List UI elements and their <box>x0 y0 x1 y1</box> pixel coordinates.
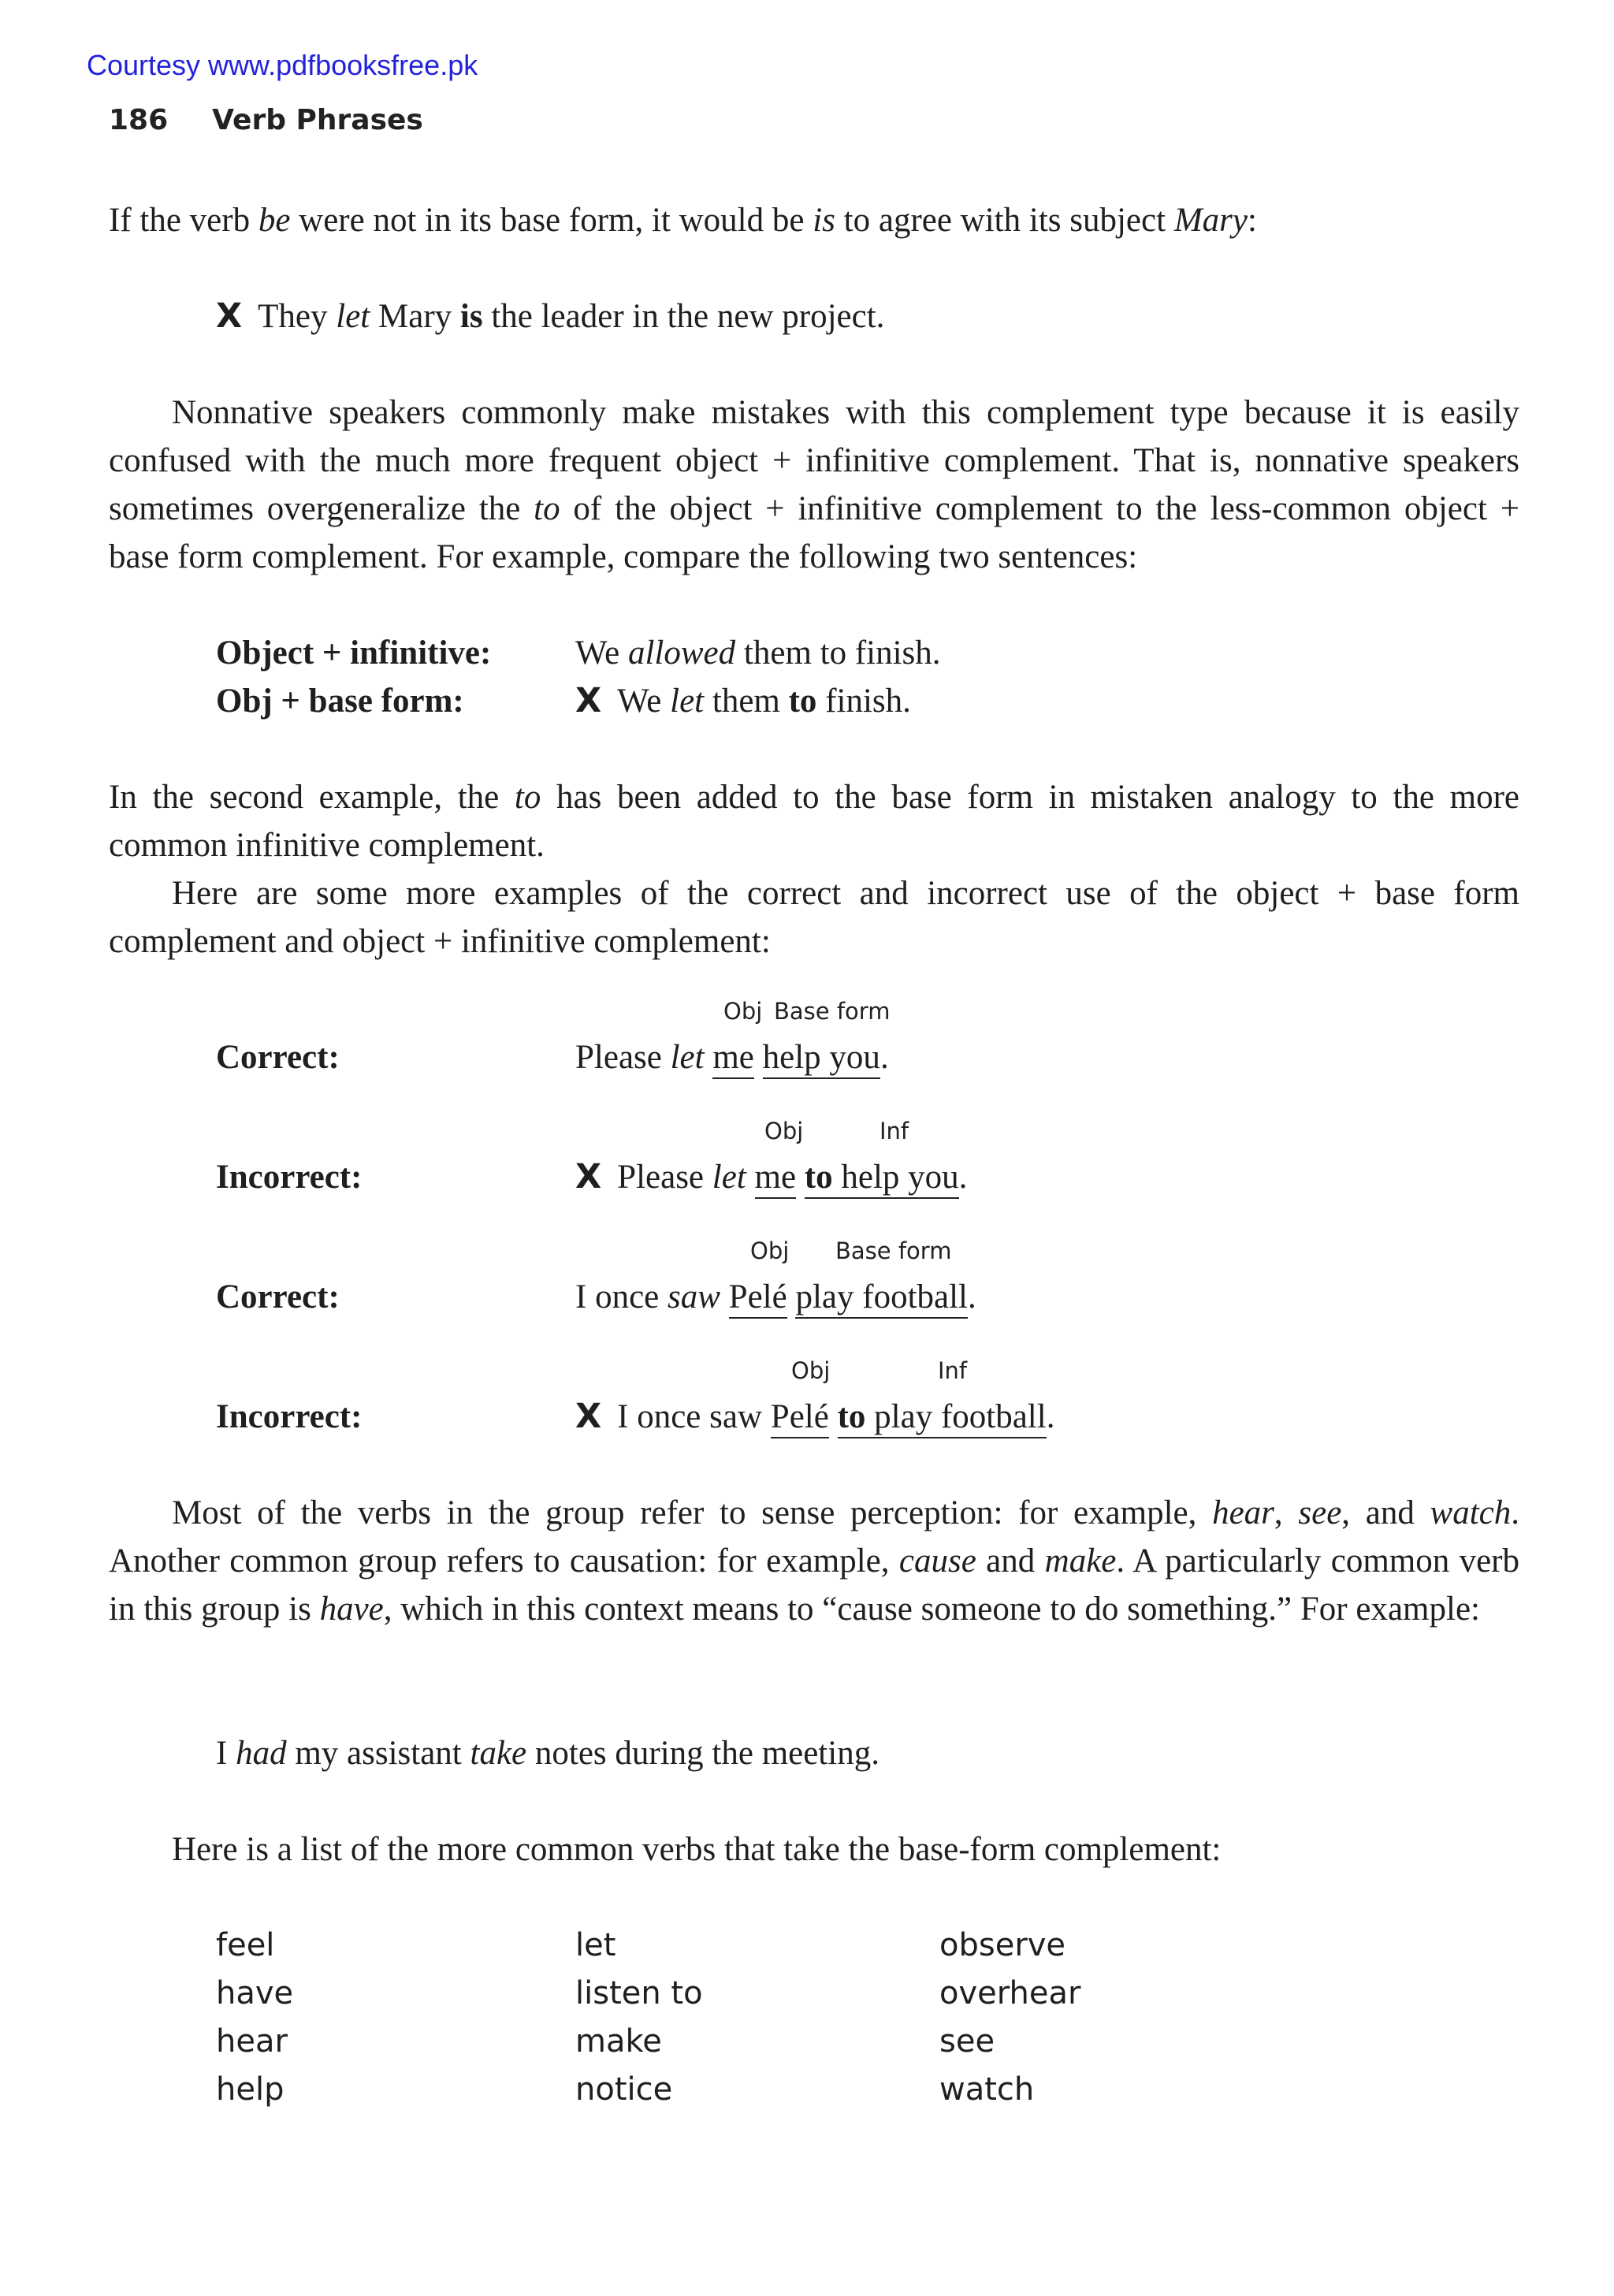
object-underline: me <box>712 1039 754 1079</box>
error-mark: X <box>575 1397 602 1436</box>
paragraph-5: Most of the verbs in the group refer to sense perception: for example, hear, see, and watch. Another common group refers to causation: for example, cause and make. A particularly common verb in this group is have, which in this context means to “cause someone to do something.” For example: <box>109 1494 1520 1628</box>
compare-label-1: Object + infinitive: <box>216 634 492 672</box>
list-item: overhear <box>939 1975 1081 2011</box>
base-form-underline: help you <box>763 1039 880 1079</box>
example-incorrect-2: X I once saw Pelé to play football. <box>575 1393 1054 1441</box>
paragraph-2: Nonnative speakers commonly make mistakes with this complement type because it is easily confused with the much more frequent object + infinitive complement. That is, nonnative speakers sometimes overgeneralize the to of the object + infinitive complement to the less-common object + base form complement. For example, compare the following two sentences: <box>109 394 1519 575</box>
page-number: 186 <box>109 104 169 136</box>
list-item: listen to <box>575 1975 703 2011</box>
list-item: watch <box>939 2071 1035 2108</box>
annotation-base-form: Base form <box>774 998 891 1025</box>
list-item: hear <box>216 2023 288 2060</box>
example-incorrect-is: X They let Mary is the leader in the new project. <box>216 296 885 336</box>
section-title: Verb Phrases <box>212 104 423 136</box>
error-mark: X <box>575 681 602 720</box>
error-mark: X <box>575 1157 602 1196</box>
error-mark: X <box>216 296 243 336</box>
example-correct-1: Please let me help you. <box>575 1033 889 1081</box>
list-item: observe <box>939 1927 1066 1963</box>
list-item: notice <box>575 2071 673 2108</box>
compare-sentence-2: X We let them to finish. <box>575 681 911 720</box>
annotation-obj: Obj <box>750 1237 790 1264</box>
list-item: let <box>575 1927 616 1963</box>
running-head <box>109 104 423 136</box>
example-label-correct: Correct: <box>216 1278 340 1315</box>
example-label-incorrect: Incorrect: <box>216 1159 363 1196</box>
list-item: have <box>216 1975 294 2011</box>
list-item: feel <box>216 1927 275 1963</box>
example-correct-2: I once saw Pelé play football. <box>575 1273 976 1321</box>
list-item: make <box>575 2023 662 2060</box>
annotation-inf: Inf <box>880 1118 909 1144</box>
paragraph-1: If the verb be were not in its base form, it would be is to agree with its subject Mary: <box>109 202 1257 239</box>
paragraph-4: Here are some more examples of the correct and incorrect use of the object + base form complement and object + infinitive complement: <box>109 875 1519 960</box>
list-item: help <box>216 2071 284 2108</box>
courtesy-link[interactable]: Courtesy www.pdfbooksfree.pk <box>87 49 478 81</box>
compare-sentence-1: We allowed them to finish. <box>575 634 941 672</box>
example-had-take: I had my assistant take notes during the meeting. <box>216 1735 880 1772</box>
compare-label-2: Obj + base form: <box>216 683 464 720</box>
list-item: see <box>939 2023 995 2060</box>
annotation-obj: Obj <box>723 998 763 1025</box>
object-underline: Pelé <box>729 1278 787 1319</box>
annotation-obj: Obj <box>791 1357 831 1384</box>
object-underline: me <box>755 1159 797 1199</box>
infinitive-underline: to play football <box>838 1398 1047 1438</box>
base-form-underline: play football <box>795 1278 968 1319</box>
example-incorrect-1: X Please let me to help you. <box>575 1153 967 1201</box>
annotation-base-form: Base form <box>835 1237 952 1264</box>
example-label-correct: Correct: <box>216 1039 340 1076</box>
annotation-obj: Obj <box>764 1118 804 1144</box>
annotation-inf: Inf <box>938 1357 968 1384</box>
infinitive-underline: to help you <box>805 1159 959 1199</box>
example-label-incorrect: Incorrect: <box>216 1398 363 1435</box>
paragraph-6: Here is a list of the more common verbs that take the base-form complement: <box>172 1831 1222 1868</box>
paragraph-3: In the second example, the to has been added to the base form in mistaken analogy to the more common infinitive complement. <box>109 779 1519 864</box>
object-underline: Pelé <box>771 1398 829 1438</box>
